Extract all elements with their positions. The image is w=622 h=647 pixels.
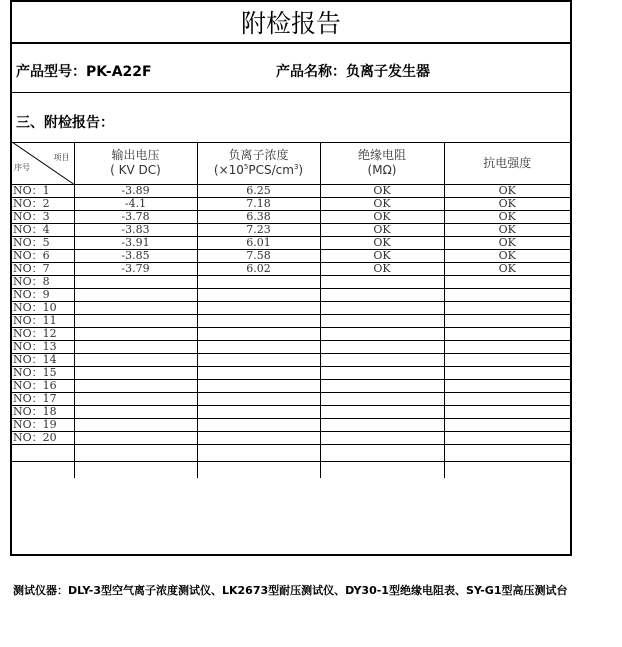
voltage-cell bbox=[74, 380, 197, 393]
strength-cell bbox=[444, 276, 570, 289]
row-number: NO：14 bbox=[12, 354, 74, 367]
blank-cell bbox=[12, 445, 74, 462]
table-row bbox=[12, 341, 570, 354]
voltage-cell: -3.91 bbox=[74, 237, 197, 250]
ion-cell bbox=[197, 380, 320, 393]
strength-cell bbox=[444, 354, 570, 367]
voltage-cell bbox=[74, 393, 197, 406]
strength-cell: OK bbox=[444, 185, 570, 198]
resistance-cell bbox=[320, 328, 444, 341]
voltage-cell bbox=[74, 341, 197, 354]
table-row bbox=[12, 276, 570, 289]
section-title: 三、附检报告： bbox=[16, 115, 114, 131]
resistance-cell: OK bbox=[320, 263, 444, 276]
voltage-cell: -3.83 bbox=[74, 224, 197, 237]
row-number: NO：7 bbox=[12, 263, 74, 276]
blank-row bbox=[12, 462, 570, 479]
ion-header bbox=[197, 142, 320, 185]
corner-item-label: 项目 bbox=[53, 153, 70, 162]
strength-cell bbox=[444, 432, 570, 445]
ion-cell bbox=[197, 432, 320, 445]
resistance-cell bbox=[320, 419, 444, 432]
resistance-cell bbox=[320, 406, 444, 419]
ion-unit-prefix: (×10 bbox=[213, 163, 244, 177]
table-row bbox=[12, 302, 570, 315]
section-title-row bbox=[12, 92, 570, 143]
strength-cell: OK bbox=[444, 224, 570, 237]
voltage-cell: -3.78 bbox=[74, 211, 197, 224]
resistance-cell: OK bbox=[320, 224, 444, 237]
blank-cell bbox=[74, 462, 197, 479]
ion-cell: 6.25 bbox=[197, 185, 320, 198]
table-header-row bbox=[12, 142, 570, 185]
resistance-header-line2: (MΩ) bbox=[367, 163, 397, 177]
row-number: NO：2 bbox=[12, 198, 74, 211]
row-number: NO：16 bbox=[12, 380, 74, 393]
resistance-cell: OK bbox=[320, 211, 444, 224]
product-name bbox=[276, 61, 430, 81]
voltage-cell bbox=[74, 432, 197, 445]
report-sheet bbox=[10, 0, 572, 556]
row-number: NO：4 bbox=[12, 224, 74, 237]
resistance-cell bbox=[320, 393, 444, 406]
ion-cell: 6.01 bbox=[197, 237, 320, 250]
ion-cell bbox=[197, 393, 320, 406]
model-label: 产品型号： bbox=[16, 64, 86, 80]
resistance-cell bbox=[320, 289, 444, 302]
voltage-cell bbox=[74, 302, 197, 315]
row-number: NO：5 bbox=[12, 237, 74, 250]
voltage-cell: -4.1 bbox=[74, 198, 197, 211]
corner-header-cell bbox=[12, 142, 74, 185]
ion-header-line2 bbox=[198, 163, 320, 178]
ion-cell: 7.18 bbox=[197, 198, 320, 211]
resistance-cell: OK bbox=[320, 237, 444, 250]
row-number: NO：20 bbox=[12, 432, 74, 445]
strength-cell bbox=[444, 341, 570, 354]
report-title: 附检报告 bbox=[12, 2, 570, 44]
blank-cell bbox=[444, 445, 570, 462]
strength-cell: OK bbox=[444, 237, 570, 250]
resistance-header bbox=[320, 142, 444, 185]
voltage-cell bbox=[74, 289, 197, 302]
row-number: NO：12 bbox=[12, 328, 74, 341]
ion-cell bbox=[197, 419, 320, 432]
table-row bbox=[12, 237, 570, 250]
voltage-cell bbox=[74, 328, 197, 341]
row-number: NO：17 bbox=[12, 393, 74, 406]
voltage-header-line2: ( KV DC) bbox=[110, 163, 161, 177]
voltage-cell bbox=[74, 406, 197, 419]
row-number: NO：9 bbox=[12, 289, 74, 302]
test-instruments-note: 测试仪器：DLY-3型空气离子浓度测试仪、LK2673型耐压测试仪、DY30-1型绝缘电阻表、SY-G1型高压测试台 bbox=[13, 584, 568, 597]
ion-header-line1: 负离子浓度 bbox=[228, 148, 289, 162]
ion-cell bbox=[197, 341, 320, 354]
blank-cell bbox=[320, 462, 444, 479]
ion-cell bbox=[197, 354, 320, 367]
ion-cell bbox=[197, 328, 320, 341]
row-number: NO：8 bbox=[12, 276, 74, 289]
strength-cell bbox=[444, 302, 570, 315]
resistance-cell bbox=[320, 341, 444, 354]
strength-cell: OK bbox=[444, 198, 570, 211]
row-number: NO：3 bbox=[12, 211, 74, 224]
ion-cell bbox=[197, 289, 320, 302]
table-row bbox=[12, 198, 570, 211]
resistance-cell bbox=[320, 276, 444, 289]
table-row bbox=[12, 432, 570, 445]
ion-cell bbox=[197, 406, 320, 419]
table-row bbox=[12, 419, 570, 432]
ion-unit-exponent-2: 3 bbox=[293, 163, 299, 171]
model-value: PK-A22F bbox=[86, 64, 152, 80]
resistance-cell: OK bbox=[320, 198, 444, 211]
blank-cell bbox=[444, 462, 570, 479]
strength-cell bbox=[444, 380, 570, 393]
inspection-table bbox=[12, 142, 570, 478]
ion-cell: 6.02 bbox=[197, 263, 320, 276]
strength-cell bbox=[444, 406, 570, 419]
row-number: NO：15 bbox=[12, 367, 74, 380]
table-row bbox=[12, 328, 570, 341]
blank-cell bbox=[197, 462, 320, 479]
table-row bbox=[12, 250, 570, 263]
resistance-cell bbox=[320, 380, 444, 393]
voltage-cell: -3.85 bbox=[74, 250, 197, 263]
voltage-cell bbox=[74, 419, 197, 432]
row-number: NO：6 bbox=[12, 250, 74, 263]
strength-cell bbox=[444, 419, 570, 432]
product-info-row bbox=[12, 42, 570, 93]
table-row bbox=[12, 393, 570, 406]
voltage-header bbox=[74, 142, 197, 185]
resistance-cell bbox=[320, 432, 444, 445]
voltage-cell bbox=[74, 315, 197, 328]
strength-cell bbox=[444, 315, 570, 328]
strength-cell: OK bbox=[444, 250, 570, 263]
resistance-cell: OK bbox=[320, 250, 444, 263]
resistance-cell: OK bbox=[320, 185, 444, 198]
row-number: NO：11 bbox=[12, 315, 74, 328]
ion-unit-exponent: 5 bbox=[243, 163, 249, 171]
ion-cell bbox=[197, 276, 320, 289]
blank-row bbox=[12, 445, 570, 462]
name-value: 负离子发生器 bbox=[346, 64, 430, 80]
blank-cell bbox=[74, 445, 197, 462]
voltage-cell bbox=[74, 276, 197, 289]
resistance-cell bbox=[320, 354, 444, 367]
strength-cell: OK bbox=[444, 263, 570, 276]
table-row bbox=[12, 224, 570, 237]
ion-cell bbox=[197, 367, 320, 380]
ion-unit-mid: PCS/cm bbox=[248, 163, 294, 177]
voltage-cell bbox=[74, 354, 197, 367]
strength-cell bbox=[444, 367, 570, 380]
row-number: NO：13 bbox=[12, 341, 74, 354]
strength-cell bbox=[444, 289, 570, 302]
voltage-cell bbox=[74, 367, 197, 380]
ion-cell: 7.23 bbox=[197, 224, 320, 237]
ion-cell bbox=[197, 315, 320, 328]
voltage-cell: -3.89 bbox=[74, 185, 197, 198]
table-row bbox=[12, 315, 570, 328]
voltage-header-line1: 输出电压 bbox=[111, 148, 160, 162]
resistance-header-line1: 绝缘电阻 bbox=[357, 148, 406, 162]
name-label: 产品名称： bbox=[276, 64, 346, 80]
row-number: NO：1 bbox=[12, 185, 74, 198]
resistance-cell bbox=[320, 302, 444, 315]
table-row bbox=[12, 354, 570, 367]
table-row bbox=[12, 211, 570, 224]
strength-cell bbox=[444, 328, 570, 341]
blank-cell bbox=[12, 462, 74, 479]
resistance-cell bbox=[320, 367, 444, 380]
strength-header: 抗电强度 bbox=[444, 142, 570, 185]
ion-unit-suffix: ) bbox=[298, 163, 304, 177]
resistance-cell bbox=[320, 315, 444, 328]
row-number: NO：10 bbox=[12, 302, 74, 315]
table-row bbox=[12, 185, 570, 198]
row-number: NO：18 bbox=[12, 406, 74, 419]
strength-cell bbox=[444, 393, 570, 406]
row-number: NO：19 bbox=[12, 419, 74, 432]
ion-cell: 6.38 bbox=[197, 211, 320, 224]
ion-cell bbox=[197, 302, 320, 315]
table-row bbox=[12, 263, 570, 276]
corner-seq-label: 序号 bbox=[14, 163, 30, 172]
strength-cell: OK bbox=[444, 211, 570, 224]
product-model bbox=[16, 61, 152, 81]
table-row bbox=[12, 289, 570, 302]
table-row bbox=[12, 367, 570, 380]
blank-cell bbox=[197, 445, 320, 462]
ion-cell: 7.58 bbox=[197, 250, 320, 263]
table-row bbox=[12, 380, 570, 393]
table-row bbox=[12, 406, 570, 419]
voltage-cell: -3.79 bbox=[74, 263, 197, 276]
blank-cell bbox=[320, 445, 444, 462]
